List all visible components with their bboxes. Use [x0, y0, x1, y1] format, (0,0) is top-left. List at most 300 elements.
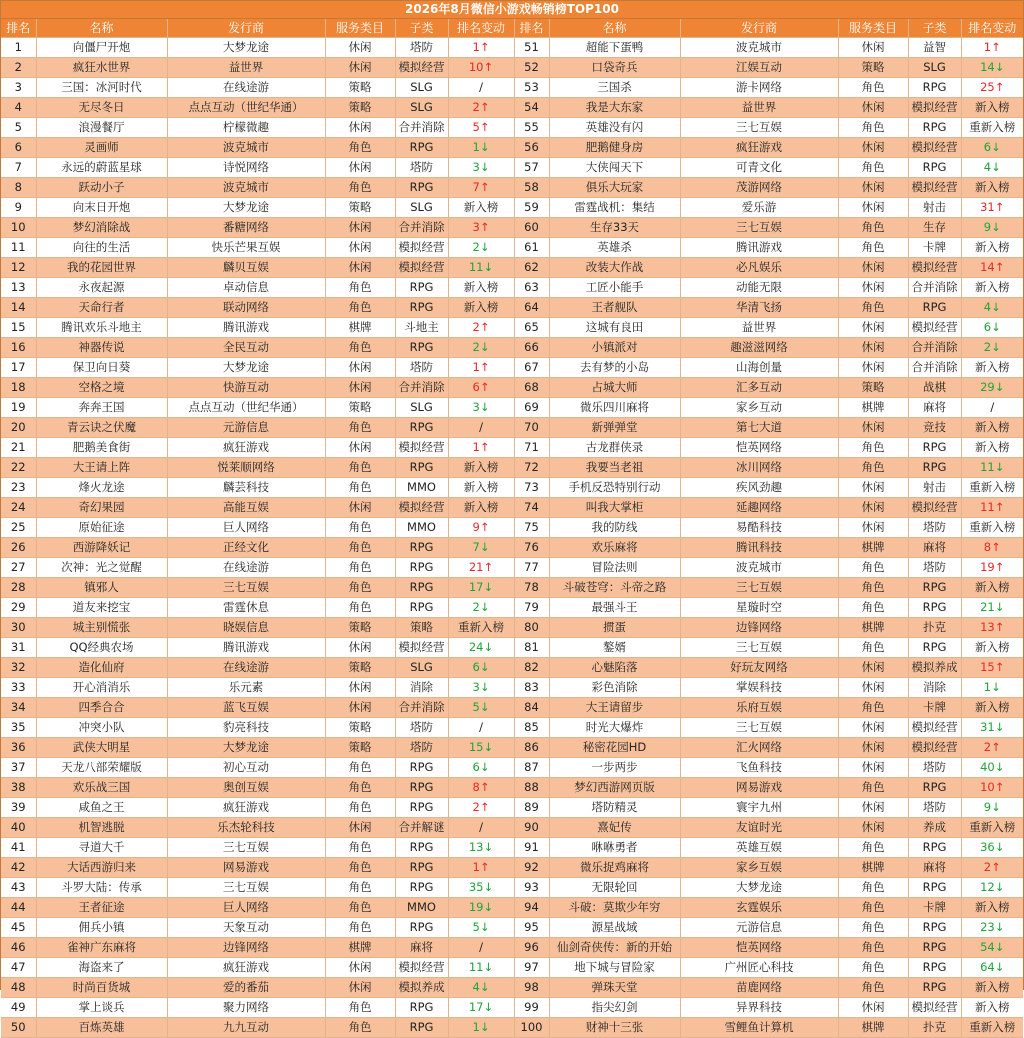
cell-rank: 68	[514, 378, 549, 398]
cell-publisher: 广州匠心科技	[680, 958, 838, 978]
cell-rank-change: 31↑	[961, 198, 1023, 218]
cell-subcategory: RPG	[395, 918, 448, 938]
table-row	[1, 338, 1023, 358]
header-category: 服务类目	[838, 19, 908, 38]
table-row	[1, 738, 1023, 758]
cell-subcategory: 塔防	[395, 718, 448, 738]
cell-name: 小镇派对	[549, 338, 680, 358]
cell-name: 手机反恐特别行动	[549, 478, 680, 498]
table-row	[1, 98, 1023, 118]
cell-name: 跃动小子	[36, 178, 167, 198]
cell-publisher: 蓝飞互娱	[167, 698, 325, 718]
cell-name: 神器传说	[36, 338, 167, 358]
cell-rank-change: 2↑	[448, 798, 514, 818]
cell-subcategory: RPG	[395, 598, 448, 618]
header-category: 服务类目	[325, 19, 395, 38]
cell-subcategory: 射击	[908, 198, 961, 218]
cell-subcategory: 模拟经营	[395, 238, 448, 258]
cell-subcategory: RPG	[908, 578, 961, 598]
cell-rank-change: 23↓	[961, 918, 1023, 938]
cell-publisher: 腾讯科技	[680, 538, 838, 558]
cell-name: 我要当老祖	[549, 458, 680, 478]
cell-subcategory: 塔防	[908, 518, 961, 538]
cell-name: 口袋奇兵	[549, 58, 680, 78]
cell-category: 角色	[325, 178, 395, 198]
table-row	[1, 658, 1023, 678]
cell-rank-change: 新入榜	[961, 358, 1023, 378]
cell-subcategory: 模拟经营	[908, 258, 961, 278]
cell-publisher: 波克城市	[167, 138, 325, 158]
cell-rank: 70	[514, 418, 549, 438]
cell-rank: 19	[1, 398, 36, 418]
cell-rank: 38	[1, 778, 36, 798]
cell-rank: 65	[514, 318, 549, 338]
cell-subcategory: 模拟养成	[395, 978, 448, 998]
cell-publisher: 雪鲤鱼计算机	[680, 1018, 838, 1038]
cell-category: 棋牌	[838, 398, 908, 418]
cell-name: 微乐捉鸡麻将	[549, 858, 680, 878]
cell-name: 疯狂水世界	[36, 58, 167, 78]
cell-publisher: 恺英网络	[680, 938, 838, 958]
cell-publisher: 江娱互动	[680, 58, 838, 78]
cell-name: 源星战域	[549, 918, 680, 938]
cell-category: 休闲	[325, 438, 395, 458]
cell-category: 角色	[838, 458, 908, 478]
cell-rank: 57	[514, 158, 549, 178]
cell-subcategory: RPG	[395, 998, 448, 1018]
cell-publisher: 友谊时光	[680, 818, 838, 838]
cell-rank: 73	[514, 478, 549, 498]
cell-name: 掌上谈兵	[36, 998, 167, 1018]
cell-publisher: 全民互动	[167, 338, 325, 358]
cell-publisher: 动能无限	[680, 278, 838, 298]
cell-category: 休闲	[325, 698, 395, 718]
cell-rank-change: 3↑	[448, 218, 514, 238]
cell-rank: 59	[514, 198, 549, 218]
cell-name: 灵画师	[36, 138, 167, 158]
cell-subcategory: 卡牌	[908, 698, 961, 718]
cell-name: 王者舰队	[549, 298, 680, 318]
cell-category: 休闲	[838, 478, 908, 498]
cell-subcategory: 模拟经营	[395, 498, 448, 518]
table-row	[1, 218, 1023, 238]
table-row	[1, 958, 1023, 978]
table-row	[1, 478, 1023, 498]
cell-category: 休闲	[325, 498, 395, 518]
cell-rank-change: 29↓	[961, 378, 1023, 398]
cell-rank: 47	[1, 958, 36, 978]
table-row	[1, 838, 1023, 858]
cell-rank: 32	[1, 658, 36, 678]
cell-rank-change: 35↓	[448, 878, 514, 898]
cell-category: 角色	[838, 438, 908, 458]
cell-publisher: 可青文化	[680, 158, 838, 178]
cell-publisher: 波克城市	[680, 558, 838, 578]
table-row	[1, 698, 1023, 718]
cell-rank-change: 8↑	[448, 778, 514, 798]
cell-rank-change: 15↑	[961, 658, 1023, 678]
cell-name: 斗破：莫欺少年穷	[549, 898, 680, 918]
cell-publisher: 点点互动（世纪华通）	[167, 398, 325, 418]
cell-subcategory: 模拟经营	[395, 58, 448, 78]
cell-rank-change: 9↑	[448, 518, 514, 538]
cell-category: 休闲	[325, 378, 395, 398]
cell-publisher: 巨人网络	[167, 518, 325, 538]
cell-subcategory: SLG	[395, 98, 448, 118]
table-row	[1, 718, 1023, 738]
cell-publisher: 边锋网络	[167, 938, 325, 958]
cell-publisher: 疯狂游戏	[167, 438, 325, 458]
cell-publisher: 恺英网络	[680, 438, 838, 458]
cell-rank-change: 新入榜	[961, 278, 1023, 298]
cell-publisher: 腾讯游戏	[167, 318, 325, 338]
cell-rank-change: 新入榜	[961, 178, 1023, 198]
cell-rank-change: 1↓	[961, 678, 1023, 698]
cell-rank: 54	[514, 98, 549, 118]
cell-rank-change: 1↑	[448, 38, 514, 58]
cell-rank-change: 重新入榜	[961, 118, 1023, 138]
cell-publisher: 汇多互动	[680, 378, 838, 398]
table-row	[1, 818, 1023, 838]
cell-rank-change: 12↓	[961, 878, 1023, 898]
cell-rank-change: 14↓	[961, 58, 1023, 78]
cell-rank: 95	[514, 918, 549, 938]
cell-subcategory: RPG	[908, 298, 961, 318]
cell-subcategory: 模拟经营	[908, 998, 961, 1018]
cell-rank: 94	[514, 898, 549, 918]
table-row	[1, 458, 1023, 478]
cell-rank: 33	[1, 678, 36, 698]
cell-category: 角色	[838, 218, 908, 238]
cell-category: 休闲	[838, 678, 908, 698]
cell-publisher: 苗鹿网络	[680, 978, 838, 998]
cell-subcategory: RPG	[395, 858, 448, 878]
cell-rank: 64	[514, 298, 549, 318]
cell-rank-change: 重新入榜	[961, 478, 1023, 498]
cell-publisher: 飞鱼科技	[680, 758, 838, 778]
cell-category: 策略	[838, 58, 908, 78]
cell-publisher: 家乡互动	[680, 398, 838, 418]
cell-rank: 5	[1, 118, 36, 138]
cell-subcategory: 模拟经营	[908, 718, 961, 738]
cell-rank-change: 6↓	[961, 138, 1023, 158]
cell-rank-change: 21↓	[961, 598, 1023, 618]
cell-rank-change: 1↑	[448, 858, 514, 878]
table-row	[1, 998, 1023, 1018]
cell-category: 棋牌	[838, 1018, 908, 1038]
cell-rank: 63	[514, 278, 549, 298]
cell-name: 俱乐大玩家	[549, 178, 680, 198]
table-row	[1, 418, 1023, 438]
cell-name: 海盗来了	[36, 958, 167, 978]
table-row	[1, 898, 1023, 918]
cell-publisher: 爱的番茄	[167, 978, 325, 998]
cell-rank-change: 10↑	[448, 58, 514, 78]
cell-name: 我是大东家	[549, 98, 680, 118]
cell-subcategory: RPG	[908, 118, 961, 138]
cell-rank-change: 2↑	[448, 318, 514, 338]
cell-rank: 56	[514, 138, 549, 158]
cell-rank-change: 21↑	[448, 558, 514, 578]
cell-rank: 50	[1, 1018, 36, 1038]
cell-rank: 84	[514, 698, 549, 718]
cell-name: 欢乐麻将	[549, 538, 680, 558]
cell-rank: 66	[514, 338, 549, 358]
cell-publisher: 乐府互娱	[680, 698, 838, 718]
cell-rank-change: 25↑	[961, 78, 1023, 98]
cell-publisher: 三七互娱	[167, 838, 325, 858]
cell-rank-change: 64↓	[961, 958, 1023, 978]
cell-category: 休闲	[325, 638, 395, 658]
cell-subcategory: RPG	[908, 938, 961, 958]
cell-category: 策略	[325, 738, 395, 758]
cell-rank: 40	[1, 818, 36, 838]
cell-subcategory: SLG	[908, 58, 961, 78]
cell-subcategory: 生存	[908, 218, 961, 238]
cell-subcategory: RPG	[395, 558, 448, 578]
cell-publisher: 快游互动	[167, 378, 325, 398]
cell-category: 角色	[838, 598, 908, 618]
cell-subcategory: RPG	[908, 78, 961, 98]
cell-name: 向末日开炮	[36, 198, 167, 218]
cell-name: 无尽冬日	[36, 98, 167, 118]
cell-category: 休闲	[838, 498, 908, 518]
cell-name: 咸鱼之王	[36, 798, 167, 818]
table-row	[1, 498, 1023, 518]
cell-category: 策略	[325, 98, 395, 118]
cell-rank: 61	[514, 238, 549, 258]
header-rank-change: 排名变动	[448, 19, 514, 38]
cell-rank-change: 6↓	[961, 318, 1023, 338]
cell-rank: 2	[1, 58, 36, 78]
cell-category: 角色	[325, 478, 395, 498]
cell-publisher: 大梦龙途	[680, 878, 838, 898]
cell-category: 棋牌	[838, 858, 908, 878]
cell-publisher: 大梦龙途	[167, 38, 325, 58]
cell-rank-change: 新入榜	[448, 198, 514, 218]
cell-subcategory: 射击	[908, 478, 961, 498]
cell-category: 休闲	[325, 258, 395, 278]
cell-rank: 97	[514, 958, 549, 978]
cell-category: 角色	[325, 338, 395, 358]
cell-subcategory: 模拟经营	[395, 638, 448, 658]
cell-name: 时光大爆炸	[549, 718, 680, 738]
cell-category: 休闲	[838, 418, 908, 438]
cell-category: 休闲	[325, 58, 395, 78]
cell-rank: 42	[1, 858, 36, 878]
cell-publisher: 疯狂游戏	[680, 138, 838, 158]
cell-publisher: 网易游戏	[680, 778, 838, 798]
cell-publisher: 三七互娱	[680, 218, 838, 238]
cell-publisher: 腾讯游戏	[167, 638, 325, 658]
cell-name: 造化仙府	[36, 658, 167, 678]
cell-rank: 29	[1, 598, 36, 618]
cell-rank-change: 新入榜	[961, 418, 1023, 438]
cell-category: 角色	[325, 1018, 395, 1038]
cell-category: 角色	[325, 418, 395, 438]
cell-publisher: 寰宇九州	[680, 798, 838, 818]
cell-publisher: 天象互动	[167, 918, 325, 938]
cell-rank-change: 重新入榜	[961, 1018, 1023, 1038]
cell-category: 休闲	[325, 238, 395, 258]
cell-subcategory: 塔防	[908, 798, 961, 818]
cell-publisher: 游卡网络	[680, 78, 838, 98]
cell-category: 休闲	[325, 358, 395, 378]
cell-category: 角色	[325, 758, 395, 778]
cell-rank-change: 11↓	[448, 958, 514, 978]
cell-subcategory: RPG	[395, 178, 448, 198]
cell-category: 角色	[838, 158, 908, 178]
cell-rank: 6	[1, 138, 36, 158]
cell-category: 策略	[838, 378, 908, 398]
table-row	[1, 918, 1023, 938]
cell-rank-change: 5↓	[448, 698, 514, 718]
cell-name: 财神十三张	[549, 1018, 680, 1038]
cell-subcategory: 卡牌	[908, 238, 961, 258]
cell-category: 休闲	[838, 98, 908, 118]
cell-rank-change: 新入榜	[448, 478, 514, 498]
header-name: 名称	[36, 19, 167, 38]
cell-rank: 78	[514, 578, 549, 598]
cell-rank: 43	[1, 878, 36, 898]
cell-rank-change: 1↓	[448, 138, 514, 158]
cell-rank: 18	[1, 378, 36, 398]
header-publisher: 发行商	[167, 19, 325, 38]
cell-subcategory: 扑克	[908, 618, 961, 638]
cell-name: 烽火龙途	[36, 478, 167, 498]
cell-publisher: 番糖网络	[167, 218, 325, 238]
cell-category: 角色	[838, 238, 908, 258]
cell-rank: 71	[514, 438, 549, 458]
cell-rank-change: 13↑	[961, 618, 1023, 638]
cell-rank-change: 4↓	[448, 978, 514, 998]
table-row	[1, 158, 1023, 178]
cell-publisher: 元游信息	[167, 418, 325, 438]
table-row	[1, 938, 1023, 958]
cell-rank-change: 3↓	[448, 158, 514, 178]
cell-subcategory: 斗地主	[395, 318, 448, 338]
cell-publisher: 晓娱信息	[167, 618, 325, 638]
cell-category: 棋牌	[325, 318, 395, 338]
cell-subcategory: 麻将	[395, 938, 448, 958]
cell-name: 去有梦的小岛	[549, 358, 680, 378]
cell-rank: 86	[514, 738, 549, 758]
cell-rank: 12	[1, 258, 36, 278]
cell-subcategory: 塔防	[908, 758, 961, 778]
cell-subcategory: SLG	[395, 198, 448, 218]
cell-subcategory: RPG	[908, 638, 961, 658]
cell-name: 欢乐战三国	[36, 778, 167, 798]
cell-publisher: 麟贝互娱	[167, 258, 325, 278]
cell-subcategory: 模拟经营	[908, 498, 961, 518]
cell-publisher: 爱乐游	[680, 198, 838, 218]
cell-rank-change: 新入榜	[961, 98, 1023, 118]
table-row	[1, 978, 1023, 998]
cell-subcategory: RPG	[908, 838, 961, 858]
cell-subcategory: RPG	[395, 418, 448, 438]
cell-category: 休闲	[838, 318, 908, 338]
cell-category: 角色	[325, 898, 395, 918]
cell-rank-change: 2↓	[448, 338, 514, 358]
cell-name: 永夜起源	[36, 278, 167, 298]
cell-rank: 82	[514, 658, 549, 678]
cell-category: 休闲	[838, 658, 908, 678]
cell-rank: 62	[514, 258, 549, 278]
cell-name: 永远的蔚蓝星球	[36, 158, 167, 178]
cell-category: 角色	[325, 778, 395, 798]
cell-publisher: 家乡互娱	[680, 858, 838, 878]
cell-rank-change: 1↑	[448, 438, 514, 458]
cell-name: 大话西游归来	[36, 858, 167, 878]
cell-publisher: 三七互娱	[680, 118, 838, 138]
cell-rank: 55	[514, 118, 549, 138]
cell-subcategory: 策略	[395, 618, 448, 638]
cell-category: 休闲	[325, 38, 395, 58]
cell-subcategory: MMO	[395, 898, 448, 918]
cell-publisher: 三七互娱	[680, 638, 838, 658]
cell-name: 古龙群侠录	[549, 438, 680, 458]
cell-rank-change: 40↓	[961, 758, 1023, 778]
cell-rank: 72	[514, 458, 549, 478]
cell-category: 角色	[838, 698, 908, 718]
cell-rank: 88	[514, 778, 549, 798]
cell-subcategory: 卡牌	[908, 898, 961, 918]
cell-name: 雀神广东麻将	[36, 938, 167, 958]
cell-name: 向僵尸开炮	[36, 38, 167, 58]
cell-category: 休闲	[838, 818, 908, 838]
cell-category: 休闲	[325, 118, 395, 138]
cell-category: 休闲	[838, 38, 908, 58]
cell-category: 休闲	[325, 818, 395, 838]
table-row	[1, 118, 1023, 138]
cell-publisher: 华清飞扬	[680, 298, 838, 318]
cell-publisher: 奥创互娱	[167, 778, 325, 798]
cell-subcategory: 合并消除	[395, 218, 448, 238]
cell-rank-change: 新入榜	[961, 978, 1023, 998]
cell-subcategory: RPG	[395, 298, 448, 318]
cell-name: 一步两步	[549, 758, 680, 778]
cell-subcategory: 养成	[908, 818, 961, 838]
cell-publisher: 三七互娱	[680, 578, 838, 598]
cell-name: 彩色消除	[549, 678, 680, 698]
cell-category: 角色	[325, 298, 395, 318]
table-row	[1, 558, 1023, 578]
cell-name: 肥鹅美食街	[36, 438, 167, 458]
table-row	[1, 798, 1023, 818]
cell-rank-change: 7↓	[448, 538, 514, 558]
cell-publisher: 必凡娱乐	[680, 258, 838, 278]
cell-rank-change: 7↑	[448, 178, 514, 198]
cell-rank: 80	[514, 618, 549, 638]
cell-name: 梦幻消除战	[36, 218, 167, 238]
cell-subcategory: 消除	[395, 678, 448, 698]
cell-name: 天龙八部荣耀版	[36, 758, 167, 778]
cell-rank: 75	[514, 518, 549, 538]
cell-subcategory: RPG	[395, 758, 448, 778]
cell-name: 武侠大明星	[36, 738, 167, 758]
cell-subcategory: RPG	[908, 778, 961, 798]
cell-category: 休闲	[838, 738, 908, 758]
cell-rank: 52	[514, 58, 549, 78]
cell-name: 大侠闯天下	[549, 158, 680, 178]
cell-rank-change: 6↓	[448, 658, 514, 678]
cell-name: 佣兵小镇	[36, 918, 167, 938]
cell-rank: 35	[1, 718, 36, 738]
cell-publisher: 益世界	[680, 318, 838, 338]
cell-rank-change: 新入榜	[961, 638, 1023, 658]
cell-name: 工匠小能手	[549, 278, 680, 298]
cell-rank-change: 24↓	[448, 638, 514, 658]
